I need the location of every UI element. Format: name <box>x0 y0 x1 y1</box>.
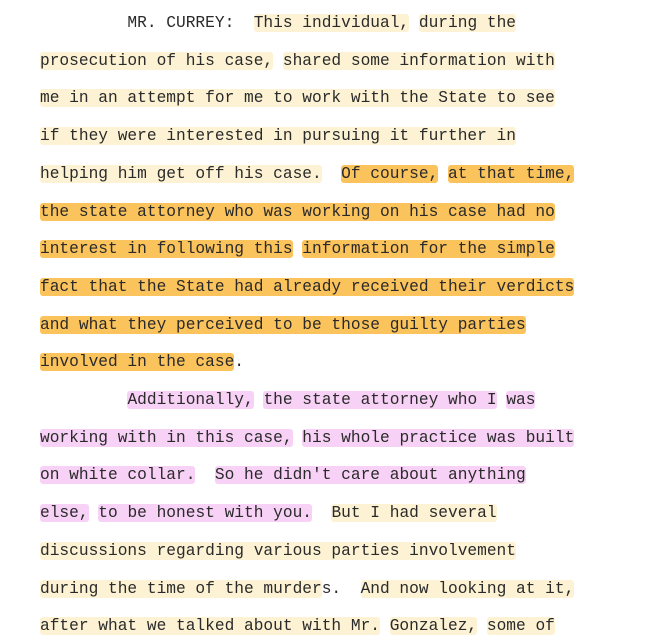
highlighted-phrase: during the time of the murder <box>40 579 322 598</box>
highlighted-phrase: else, <box>40 504 89 523</box>
transcript-line <box>40 427 574 449</box>
transcript-line <box>40 615 555 637</box>
plain-text <box>40 391 127 409</box>
plain-text <box>195 466 214 484</box>
highlighted-phrase: if they were interested in pursuing it further in <box>40 127 516 146</box>
transcript-line <box>40 464 526 486</box>
plain-text <box>89 504 99 522</box>
transcript-line <box>40 502 497 524</box>
highlighted-phrase: and what they perceived to be those guilty parties <box>40 315 526 334</box>
plain-text <box>322 165 341 183</box>
plain-text <box>293 240 303 258</box>
highlighted-phrase: his whole practice was built <box>302 428 575 447</box>
plain-text <box>273 52 283 70</box>
plain-text: . <box>234 353 245 372</box>
plain-text: s. <box>321 579 361 598</box>
highlighted-phrase: after what we talked about with Mr. <box>40 617 380 636</box>
highlighted-phrase: to be honest with you. <box>98 504 313 523</box>
transcript-line <box>40 163 574 185</box>
transcript-line <box>40 314 526 336</box>
transcript-line <box>40 87 555 109</box>
highlighted-phrase: during the <box>418 14 517 32</box>
highlighted-phrase: interest in following this <box>40 240 293 259</box>
highlighted-phrase: me in an attempt for me to work with the State to see <box>40 89 555 108</box>
highlighted-phrase: But I had several <box>331 504 497 523</box>
transcript-line <box>40 50 555 72</box>
transcript-line <box>40 540 516 562</box>
transcript-line <box>40 201 555 223</box>
highlighted-phrase: working with in this case, <box>40 428 293 447</box>
transcript-line <box>40 125 516 147</box>
highlighted-phrase: So he didn't care about anything <box>214 466 526 485</box>
highlighted-phrase: the state attorney who I <box>263 391 497 409</box>
highlighted-phrase: And now looking at it, <box>360 579 575 598</box>
plain-text <box>438 165 448 183</box>
highlighted-phrase: Additionally, <box>127 391 254 409</box>
highlighted-phrase: fact that the State had already received their verdicts <box>40 277 575 296</box>
transcript-line <box>40 238 555 260</box>
highlighted-phrase: Of course, <box>341 164 439 183</box>
transcript-line <box>40 351 244 373</box>
highlighted-phrase: This individual, <box>253 14 410 32</box>
plain-text: MR. CURREY: <box>40 14 254 32</box>
highlighted-phrase: discussions regarding various parties involvement <box>40 541 516 560</box>
highlighted-phrase: involved in the case <box>40 353 235 372</box>
highlighted-phrase: Gonzalez, <box>389 617 478 636</box>
transcript-line <box>40 389 535 411</box>
transcript-line <box>40 12 516 34</box>
plain-text <box>497 391 507 409</box>
highlighted-phrase: helping him get off his case. <box>40 164 322 183</box>
highlighted-phrase: prosecution of his case, <box>40 51 274 70</box>
plain-text <box>380 617 390 635</box>
transcript-line <box>40 276 574 298</box>
plain-text <box>409 14 419 32</box>
highlighted-phrase: was <box>506 391 536 409</box>
plain-text <box>312 504 331 522</box>
highlighted-phrase: at that time, <box>448 164 575 183</box>
transcript-line <box>40 578 574 600</box>
highlighted-phrase: shared some information with <box>282 51 555 70</box>
highlighted-phrase: the state attorney who was working on his case had no <box>40 202 555 221</box>
plain-text <box>293 429 303 447</box>
highlighted-phrase: information for the simple <box>302 240 555 259</box>
highlighted-phrase: some of <box>486 617 555 636</box>
plain-text <box>477 617 487 635</box>
highlighted-phrase: on white collar. <box>40 466 196 485</box>
plain-text <box>254 391 264 409</box>
